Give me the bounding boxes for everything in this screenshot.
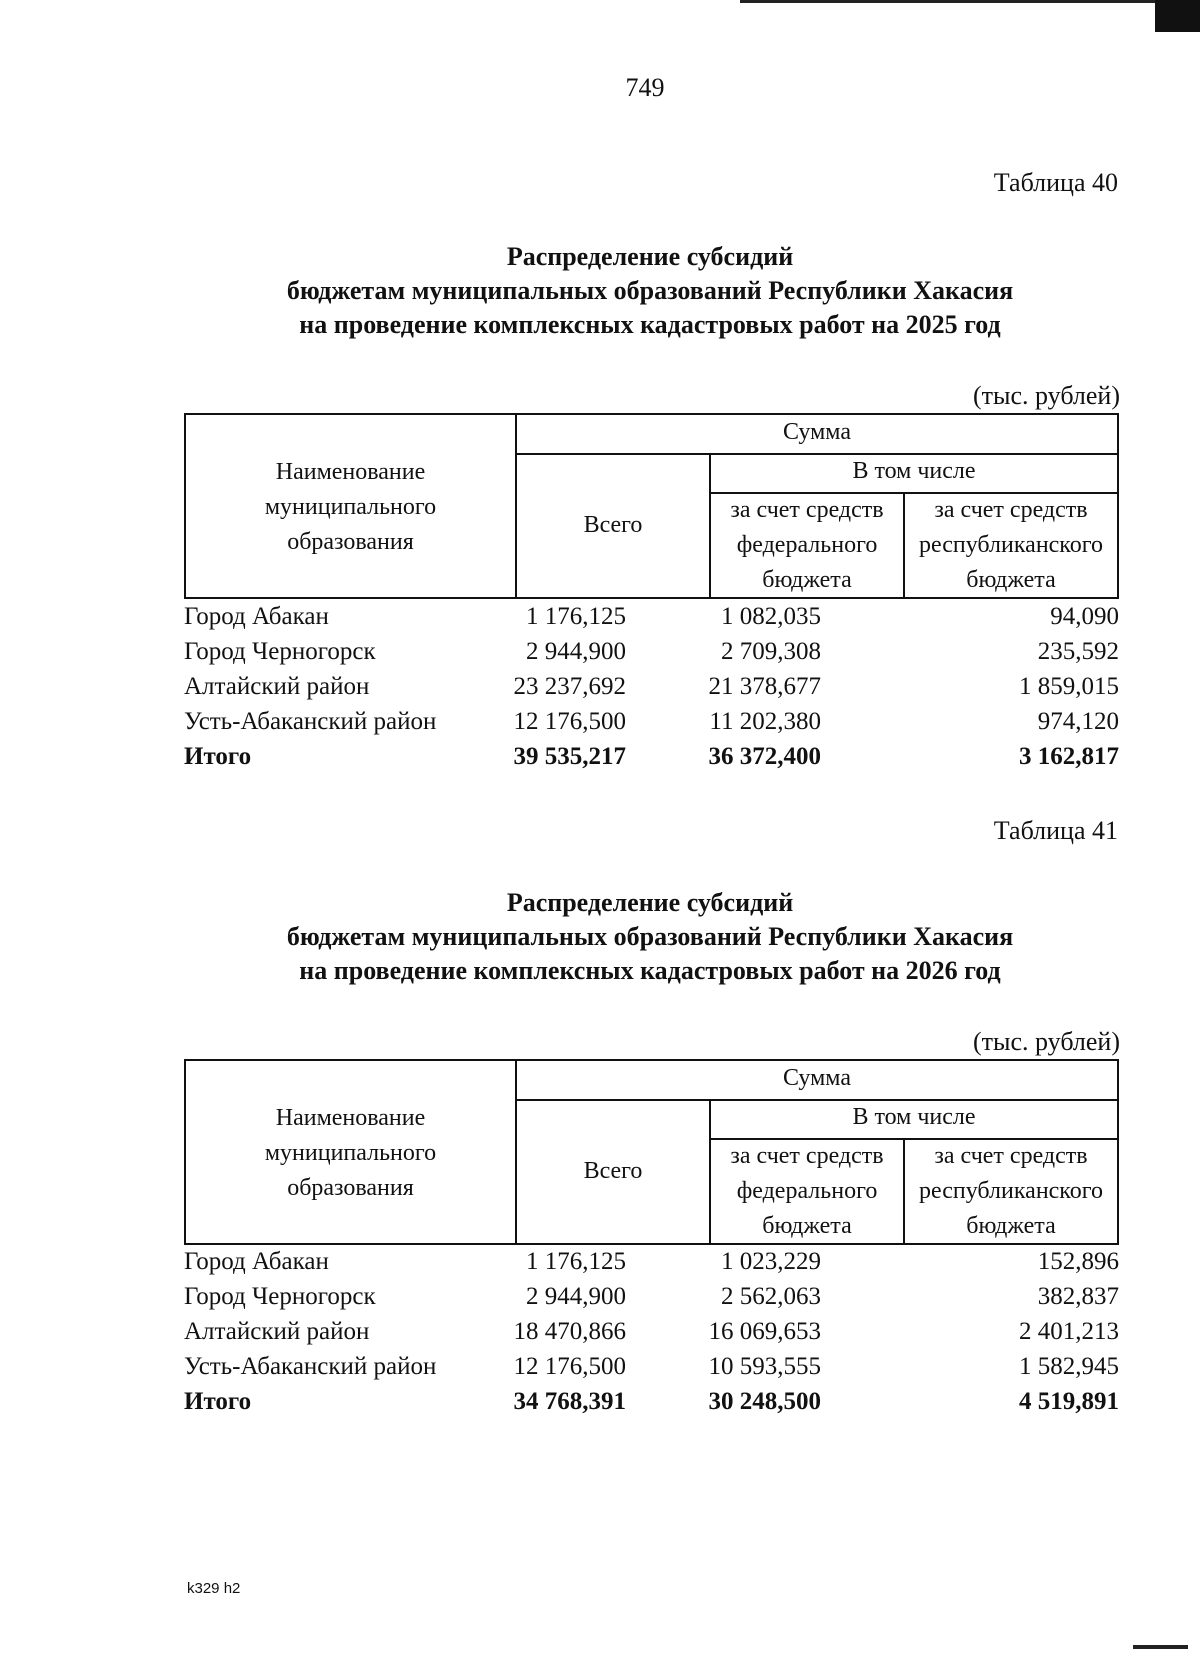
header-text: за счет средств [934,497,1088,523]
document-code: k329 h2 [187,1580,241,1597]
total-value: 12 176,500 [513,1353,626,1380]
page-number: 749 [625,73,665,102]
federal-value: 10 593,555 [708,1353,821,1380]
total-row-label: Итого [184,1388,252,1415]
total-row [184,1388,1119,1423]
total-row-label: Итого [184,743,252,770]
unit-note: (тыс. рублей) [972,1027,1120,1056]
scan-corner-mark [1155,0,1200,32]
table-header [184,1059,1119,1245]
republic-value: 4 519,891 [1019,1388,1119,1415]
federal-value: 30 248,500 [708,1388,821,1415]
table-label: Таблица 40 [993,168,1118,197]
table-row [184,603,1119,638]
federal-value: 2 562,063 [721,1283,821,1310]
header-sum: Сумма [783,419,851,445]
municipality-name: Алтайский район [184,673,370,700]
republic-value: 235,592 [1037,638,1119,665]
total-value: 2 944,900 [526,1283,626,1310]
table-header [184,413,1119,599]
table-title [0,886,1200,988]
header-text: за счет средств [934,1143,1088,1169]
title-line: на проведение комплексных кадастровых работ на 2026 год [299,956,1001,985]
header-text: республиканского [919,532,1103,558]
table-label: Таблица 41 [993,816,1118,845]
total-value: 1 176,125 [526,1248,626,1275]
unit-note: (тыс. рублей) [972,381,1120,410]
header-text: за счет средств [730,1143,884,1169]
header-text: федерального [736,1178,878,1204]
table-row [184,638,1119,673]
total-value: 12 176,500 [513,708,626,735]
table-row [184,1248,1119,1283]
table-row [184,708,1119,743]
header-text: муниципального [264,1140,437,1166]
total-value: 34 768,391 [513,1388,626,1415]
title-line: Распределение субсидий [506,242,794,271]
municipality-name: Город Черногорск [184,1283,376,1310]
table-row [184,1283,1119,1318]
federal-value: 1 082,035 [721,603,821,630]
municipality-name: Город Абакан [184,1248,329,1275]
scan-bottom-mark [1133,1645,1188,1649]
table-title [0,240,1200,342]
federal-value: 11 202,380 [709,708,821,735]
header-text: бюджета [762,1213,852,1239]
total-row [184,743,1119,778]
federal-value: 1 023,229 [721,1248,821,1275]
republic-value: 382,837 [1037,1283,1119,1310]
federal-value: 36 372,400 [708,743,821,770]
federal-value: 16 069,653 [708,1318,821,1345]
header-including: В том числе [852,1104,976,1130]
federal-value: 2 709,308 [721,638,821,665]
total-value: 2 944,900 [526,638,626,665]
header-text: муниципального [264,494,437,520]
header-including: В том числе [852,458,976,484]
header-text: бюджета [966,567,1056,593]
header-name-column [186,455,515,560]
header-text: бюджета [762,567,852,593]
table-row [184,1318,1119,1353]
header-text: Наименование [275,1105,426,1131]
header-text: за счет средств [730,497,884,523]
header-republic [905,1139,1117,1244]
header-federal [711,493,903,598]
table-body [184,1248,1119,1423]
header-text: республиканского [919,1178,1103,1204]
total-value: 18 470,866 [513,1318,626,1345]
municipality-name: Город Черногорск [184,638,376,665]
republic-value: 3 162,817 [1019,743,1119,770]
title-line: на проведение комплексных кадастровых работ на 2025 год [299,310,1001,339]
header-text: бюджета [966,1213,1056,1239]
title-line: бюджетам муниципальных образований Республики Хакасия [286,276,1014,305]
table-body [184,603,1119,778]
header-total: Всего [583,512,643,538]
header-text: федерального [736,532,878,558]
table-row [184,1353,1119,1388]
header-total: Всего [583,1158,643,1184]
municipality-name: Усть-Абаканский район [184,1353,437,1380]
federal-value: 21 378,677 [708,673,821,700]
total-value: 1 176,125 [526,603,626,630]
republic-value: 1 859,015 [1019,673,1119,700]
total-value: 23 237,692 [513,673,626,700]
total-value: 39 535,217 [513,743,626,770]
header-federal [711,1139,903,1244]
title-line: Распределение субсидий [506,888,794,917]
municipality-name: Алтайский район [184,1318,370,1345]
municipality-name: Город Абакан [184,603,329,630]
republic-value: 94,090 [1050,603,1119,630]
republic-value: 974,120 [1037,708,1119,735]
table-row [184,673,1119,708]
header-name-column [186,1101,515,1206]
header-text: образования [287,529,414,555]
header-republic [905,493,1117,598]
header-text: образования [287,1175,414,1201]
header-sum: Сумма [783,1065,851,1091]
header-text: Наименование [275,459,426,485]
republic-value: 2 401,213 [1019,1318,1119,1345]
title-line: бюджетам муниципальных образований Республики Хакасия [286,922,1014,951]
municipality-name: Усть-Абаканский район [184,708,437,735]
republic-value: 1 582,945 [1019,1353,1119,1380]
scan-edge-line [740,0,1180,13]
republic-value: 152,896 [1037,1248,1119,1275]
